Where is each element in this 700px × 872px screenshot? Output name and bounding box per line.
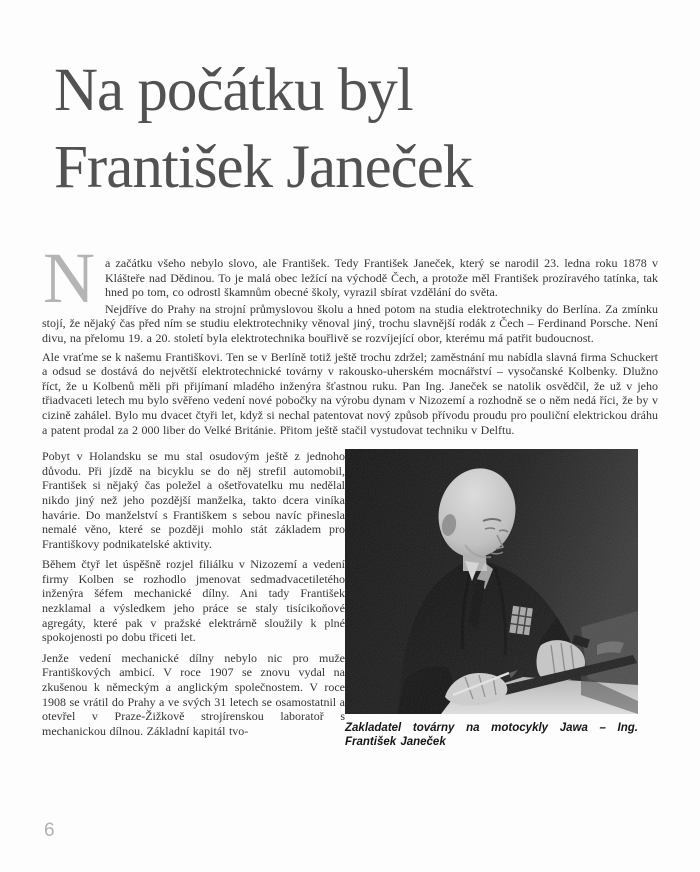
paragraph [42,302,658,346]
text-column [42,449,345,744]
portrait-photo-illustration [345,449,638,714]
photo-caption: Zakladatel továrny na motocykly Jawa – Ing. František Janeček [345,722,638,749]
portrait-photo-janecek [345,449,638,714]
paragraph-intro [42,238,658,318]
title-line-1: Na počátku byl [54,57,413,124]
two-column-section [42,449,658,749]
page-number: 6 [44,820,55,841]
photo-figure [345,449,638,749]
paragraph [42,651,345,739]
drop-cap: N [43,238,95,318]
page-title [54,52,472,206]
paragraph [42,449,345,551]
paragraph-text: a začátku všeho nebylo slovo, ale František. Tedy František Janeček, který se narodil 23. ledna roku 1878 v Klášteře nad Dědinou. To je malá obec ležící na východě Čech, a protože měl František prozíravého tatínka, tak hned po tom, co odrostl škamnům obecné školy, vyrazil sbírat vzdělání do světa. [105,256,658,300]
article-body [42,238,658,749]
paragraph-text: Nejdříve do Prahy na strojní průmyslovou školu a hned potom na studia elektrotechniky do Berlína. Za zmínku stojí, že nějaký čas před ním se studiu elektrotechniky věnoval jiný, trochu slavnější rodák z Čech – Ferdinand Porsche. Není divu, na přelomu 19. a 20. století byla elektrotechnika bouřlivě se rozvíjející obor, kterému má patřit budoucnost. [42,301,658,345]
paragraph [42,557,345,645]
title-line-2: František Janeček [54,134,473,201]
paragraph-text: Jenže vedení mechanické dílny nebylo nic pro muže Františkových ambicí. V roce 1907 se znovu vydal na zkušenou k německým a anglickým společnostem. V roce 1908 se vrátil do Prahy a ve svých 31 letech se osamostatnil a otevřel v Praze-Žižkově strojírenskou laboratoř s mechanickou dílnou. Základní kapitál tvo- [42,650,345,738]
paragraph-text: Ale vraťme se k našemu Františkovi. Ten se v Berlíně totiž ještě trochu zdržel; zaměstnání mu nabídla slavná firma Schuckert a odsud se dostává do největší elektrotechnické továrny v rakousko-uherském mocnářství – vysočanské Kolbenky. Dlužno říct, že u Kolbenů měli při přijímaní mladého inženýra šťastnou ruku. Pan Ing. Janeček se natolik osvědčil, že už v jeho třiadvaceti letech mu bylo svěřeno vedení nové pobočky na výrobu dynam v Nizozemí a rozhodně se o něm nedá říci, že by v cizině zahálel. Bylo mu dvacet čtyři let, když si nechal patentovat nový způsob přívodu proudu pro pouliční elektrickou dráhu a patent prodal za 2 000 liber do Velké Británie. Přitom ještě stačil vystudovat techniku v Delftu. [42,349,658,437]
paragraph-text: Během čtyř let úspěšně rozjel filiálku v Nizozemí a vedení firmy Kolben se rozhodlo jmenovat sedmadvacetiletého inženýra šéfem mechanické dílny. Ani tady František nezklamal a výsledkem jeho práce se staly tisícikoňové agregáty, které pak v pražské elektrárně sloužily k plné spokojenosti po dobu třiceti let. [42,557,345,645]
paragraph [42,350,658,438]
paragraph-text: Pobyt v Holandsku se mu stal osudovým ještě z jednoho důvodu. Při jízdě na bicyklu se do něj strefil automobil, František si nějaký čas poležel a ošetřovatelku mu nedělal nikdo jiný než jeho pozdější manželka, takto dcera viníka havárie. Do manželství s Františkem s sebou navíc přinesla nemalé věno, které se později mohlo stát základem pro Františkovy podnikatelské aktivity. [42,449,345,551]
